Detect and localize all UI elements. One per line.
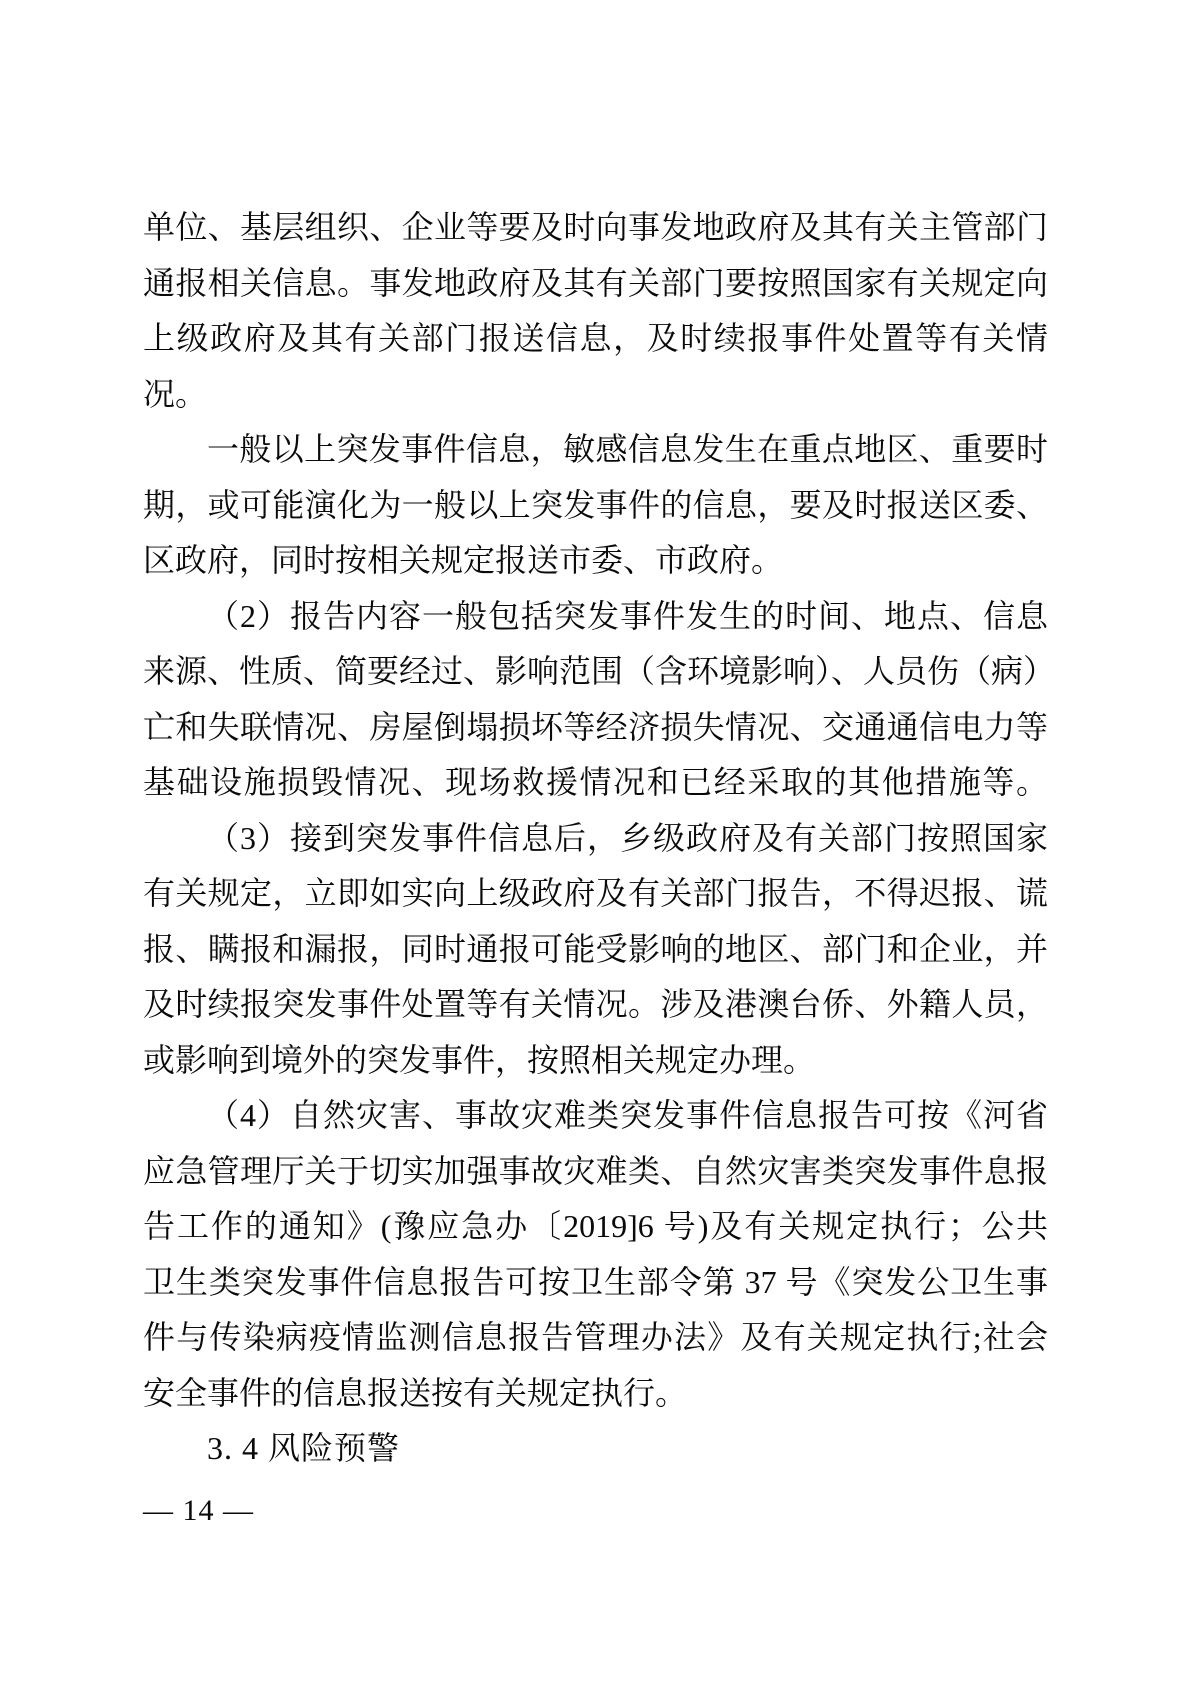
body-line-6: 期，或可能演化为一般以上突发事件的信息，要及时报送区委、	[143, 486, 1048, 523]
body-line-9: 来源、性质、简要经过、影响范围（含环境影响）、人员伤（病）	[143, 653, 1056, 689]
body-line-13: 有关规定，立即如实向上级政府及有关部门报告，不得迟报、谎	[143, 875, 1048, 911]
document-body	[143, 200, 1056, 1477]
page-number: — 14 —	[143, 1494, 254, 1527]
body-line-3: 上级政府及其有关部门报送信息，及时续报事件处置等有关情	[143, 320, 1048, 356]
section-heading-3-4: 3. 4 风险预警	[207, 1430, 401, 1466]
body-line-2: 通报相关信息。事发地政府及其有关部门要按照国家有关规定向	[143, 264, 1048, 301]
body-line-5: 一般以上突发事件信息，敏感信息发生在重点地区、重要时	[207, 431, 1048, 467]
body-line-1: 单位、基层组织、企业等要及时向事发地政府及其有关主管部门	[143, 209, 1048, 245]
body-line-10: 亡和失联情况、房屋倒塌损坏等经济损失情况、交通通信电力等	[143, 708, 1048, 745]
body-line-17: （4）自然灾害、事故灾难类突发事件信息报告可按《河省	[207, 1097, 1048, 1133]
body-line-21: 件与传染病疫情监测信息报告管理办法》及有关规定执行;社会	[143, 1319, 1048, 1355]
body-line-8: （2）报告内容一般包括突发事件发生的时间、地点、信息	[207, 597, 1048, 634]
body-line-14: 报、瞒报和漏报，同时通报可能受影响的地区、部门和企业，并	[143, 930, 1048, 967]
body-line-4: 况。	[143, 375, 208, 412]
body-line-11: 基础设施损毁情况、现场救援情况和已经采取的其他措施等。	[143, 764, 1048, 800]
body-line-20: 卫生类突发事件信息报告可按卫生部令第 37 号《突发公卫生事	[143, 1263, 1048, 1300]
body-line-7: 区政府，同时按相关规定报送市委、市政府。	[143, 542, 784, 578]
body-line-22: 安全事件的信息报送按有关规定执行。	[143, 1374, 688, 1411]
body-line-16: 或影响到境外的突发事件，按照相关规定办理。	[143, 1041, 816, 1078]
body-line-18: 应急管理厅关于切实加强事故灾难类、自然灾害类突发事件息报	[143, 1152, 1048, 1189]
body-line-12: （3）接到突发事件信息后，乡级政府及有关部门按照国家	[207, 819, 1048, 856]
body-line-15: 及时续报突发事件处置等有关情况。涉及港澳台侨、外籍人员，	[143, 986, 1048, 1022]
body-line-19: 告工作的通知》(豫应急办〔2019]6 号)及有关规定执行；公共	[143, 1208, 1048, 1244]
